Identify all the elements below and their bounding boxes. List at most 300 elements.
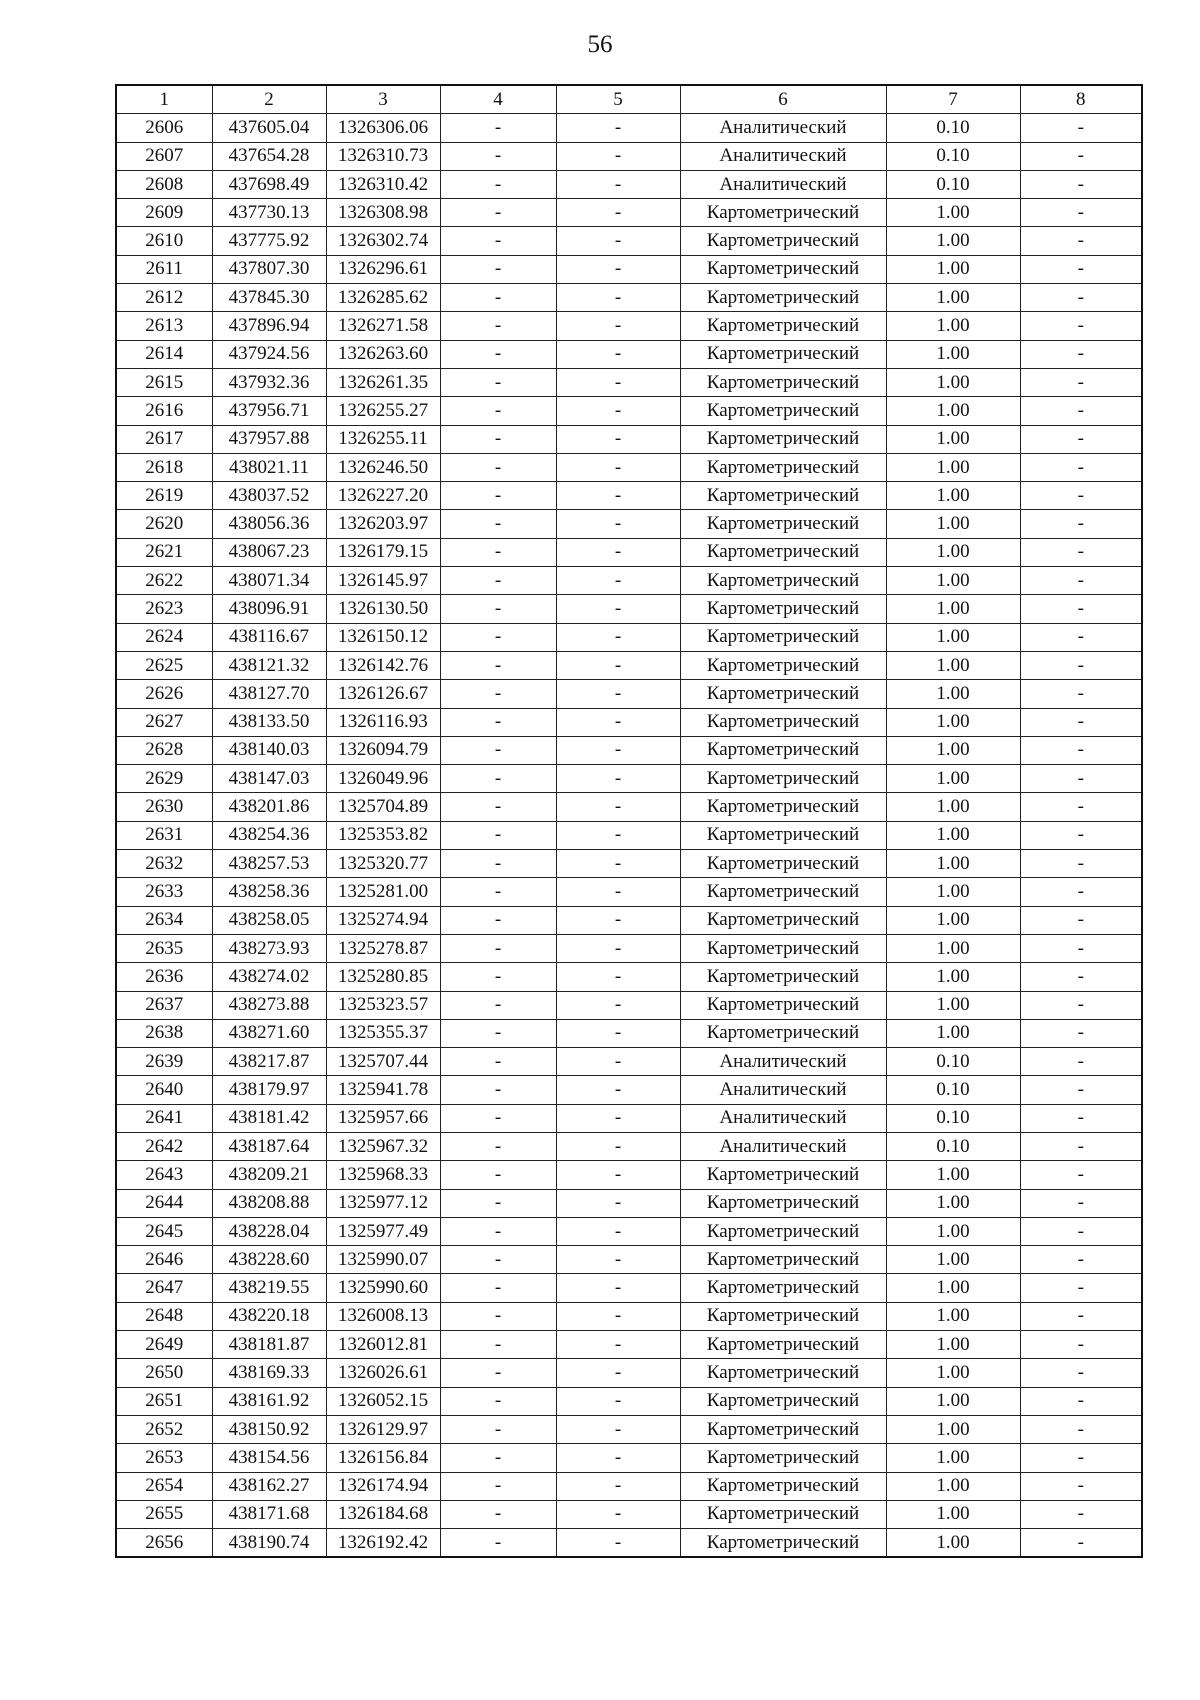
table-cell-col-7: 1.00 (886, 567, 1020, 595)
table-cell-col-8: - (1020, 1161, 1142, 1189)
table-cell-col-6: Аналитический (680, 114, 886, 142)
table-cell-col-3: 1326203.97 (326, 510, 440, 538)
table-cell-col-7: 1.00 (886, 1331, 1020, 1359)
table-cell-col-6: Картометрический (680, 510, 886, 538)
table-cell-col-6: Картометрический (680, 340, 886, 368)
table-cell-col-3: 1325274.94 (326, 906, 440, 934)
table-cell-col-4: - (440, 255, 556, 283)
table-cell-col-3: 1326094.79 (326, 736, 440, 764)
table-cell-col-1: 2608 (116, 170, 212, 198)
table-cell-col-3: 1326306.06 (326, 114, 440, 142)
table-cell-col-7: 1.00 (886, 199, 1020, 227)
table-cell-col-4: - (440, 114, 556, 142)
table-cell-col-8: - (1020, 340, 1142, 368)
table-cell-col-1: 2612 (116, 284, 212, 312)
table-cell-col-3: 1326012.81 (326, 1331, 440, 1359)
table-cell-col-6: Картометрический (680, 1472, 886, 1500)
table-row (116, 255, 1142, 283)
table-cell-col-8: - (1020, 793, 1142, 821)
table-cell-col-6: Картометрический (680, 1246, 886, 1274)
table-cell-col-1: 2637 (116, 991, 212, 1019)
table-cell-col-3: 1326026.61 (326, 1359, 440, 1387)
table-cell-col-5: - (556, 1274, 680, 1302)
table-cell-col-7: 1.00 (886, 510, 1020, 538)
table-cell-col-2: 438258.36 (212, 878, 326, 906)
table-cell-col-4: - (440, 1415, 556, 1443)
table-cell-col-5: - (556, 284, 680, 312)
table-cell-col-5: - (556, 1387, 680, 1415)
table-cell-col-1: 2628 (116, 736, 212, 764)
table-cell-col-1: 2636 (116, 963, 212, 991)
table-cell-col-8: - (1020, 1529, 1142, 1558)
table-cell-col-7: 1.00 (886, 736, 1020, 764)
table-cell-col-3: 1326129.97 (326, 1415, 440, 1443)
table-cell-col-1: 2611 (116, 255, 212, 283)
table-cell-col-5: - (556, 114, 680, 142)
table-row (116, 567, 1142, 595)
table-cell-col-7: 1.00 (886, 538, 1020, 566)
table-cell-col-7: 1.00 (886, 368, 1020, 396)
table-cell-col-5: - (556, 1472, 680, 1500)
table-cell-col-8: - (1020, 114, 1142, 142)
table-cell-col-6: Картометрический (680, 708, 886, 736)
table-row (116, 1529, 1142, 1558)
table-cell-col-1: 2646 (116, 1246, 212, 1274)
table-cell-col-8: - (1020, 595, 1142, 623)
table-cell-col-4: - (440, 1189, 556, 1217)
table-cell-col-4: - (440, 934, 556, 962)
table-cell-col-5: - (556, 1132, 680, 1160)
table-cell-col-1: 2621 (116, 538, 212, 566)
table-cell-col-6: Аналитический (680, 1132, 886, 1160)
table-cell-col-4: - (440, 340, 556, 368)
table-cell-col-7: 0.10 (886, 1132, 1020, 1160)
table-cell-col-8: - (1020, 708, 1142, 736)
table-cell-col-4: - (440, 1104, 556, 1132)
table-row (116, 397, 1142, 425)
table-cell-col-5: - (556, 368, 680, 396)
table-cell-col-2: 438169.33 (212, 1359, 326, 1387)
table-cell-col-5: - (556, 425, 680, 453)
table-cell-col-2: 438133.50 (212, 708, 326, 736)
table-cell-col-6: Картометрический (680, 1387, 886, 1415)
table-row (116, 765, 1142, 793)
table-cell-col-5: - (556, 1048, 680, 1076)
table-cell-col-4: - (440, 538, 556, 566)
table-cell-col-1: 2638 (116, 1019, 212, 1047)
table-cell-col-6: Картометрический (680, 397, 886, 425)
table-cell-col-5: - (556, 708, 680, 736)
table-cell-col-8: - (1020, 1217, 1142, 1245)
table-cell-col-5: - (556, 1076, 680, 1104)
table-cell-col-3: 1325977.49 (326, 1217, 440, 1245)
table-cell-col-8: - (1020, 1415, 1142, 1443)
table-cell-col-3: 1326296.61 (326, 255, 440, 283)
table-cell-col-1: 2616 (116, 397, 212, 425)
table-cell-col-2: 437807.30 (212, 255, 326, 283)
table-cell-col-8: - (1020, 963, 1142, 991)
table-cell-col-4: - (440, 1246, 556, 1274)
table-row (116, 1472, 1142, 1500)
table-cell-col-3: 1326130.50 (326, 595, 440, 623)
table-cell-col-3: 1326261.35 (326, 368, 440, 396)
table-cell-col-6: Аналитический (680, 170, 886, 198)
table-cell-col-5: - (556, 142, 680, 170)
table-cell-col-8: - (1020, 680, 1142, 708)
table-cell-col-1: 2626 (116, 680, 212, 708)
table-cell-col-1: 2642 (116, 1132, 212, 1160)
table-cell-col-4: - (440, 1048, 556, 1076)
table-cell-col-7: 1.00 (886, 963, 1020, 991)
table-cell-col-8: - (1020, 1302, 1142, 1330)
table-cell-col-4: - (440, 482, 556, 510)
table-cell-col-2: 438228.60 (212, 1246, 326, 1274)
table-cell-col-5: - (556, 906, 680, 934)
table-cell-col-7: 1.00 (886, 340, 1020, 368)
table-cell-col-1: 2639 (116, 1048, 212, 1076)
table-cell-col-2: 438220.18 (212, 1302, 326, 1330)
table-cell-col-5: - (556, 312, 680, 340)
table-cell-col-7: 1.00 (886, 878, 1020, 906)
table-cell-col-2: 437956.71 (212, 397, 326, 425)
table-cell-col-2: 438179.97 (212, 1076, 326, 1104)
table-cell-col-2: 437896.94 (212, 312, 326, 340)
table-cell-col-6: Картометрический (680, 680, 886, 708)
table-cell-col-7: 1.00 (886, 1472, 1020, 1500)
table-cell-col-3: 1325353.82 (326, 821, 440, 849)
table-cell-col-7: 1.00 (886, 1161, 1020, 1189)
table-row (116, 934, 1142, 962)
table-cell-col-3: 1326310.73 (326, 142, 440, 170)
column-header-4: 4 (440, 85, 556, 114)
table-row (116, 1359, 1142, 1387)
table-cell-col-2: 437957.88 (212, 425, 326, 453)
table-cell-col-2: 438219.55 (212, 1274, 326, 1302)
table-cell-col-6: Картометрический (680, 991, 886, 1019)
table-cell-col-3: 1325704.89 (326, 793, 440, 821)
table-cell-col-8: - (1020, 1500, 1142, 1528)
table-cell-col-4: - (440, 284, 556, 312)
table-cell-col-2: 437845.30 (212, 284, 326, 312)
table-cell-col-3: 1326052.15 (326, 1387, 440, 1415)
table-cell-col-7: 1.00 (886, 425, 1020, 453)
table-cell-col-6: Картометрический (680, 1274, 886, 1302)
table-cell-col-2: 438140.03 (212, 736, 326, 764)
table-cell-col-7: 1.00 (886, 708, 1020, 736)
table-cell-col-3: 1325990.60 (326, 1274, 440, 1302)
table-cell-col-3: 1325323.57 (326, 991, 440, 1019)
table-cell-col-1: 2643 (116, 1161, 212, 1189)
table-cell-col-5: - (556, 878, 680, 906)
table-cell-col-8: - (1020, 567, 1142, 595)
table-cell-col-5: - (556, 736, 680, 764)
table-cell-col-5: - (556, 680, 680, 708)
table-cell-col-8: - (1020, 453, 1142, 481)
table-cell-col-8: - (1020, 878, 1142, 906)
table-cell-col-3: 1326310.42 (326, 170, 440, 198)
table-cell-col-4: - (440, 963, 556, 991)
table-row (116, 1302, 1142, 1330)
table-cell-col-7: 1.00 (886, 1415, 1020, 1443)
table-cell-col-7: 1.00 (886, 312, 1020, 340)
table-row (116, 1415, 1142, 1443)
table-cell-col-1: 2625 (116, 651, 212, 679)
table-cell-col-1: 2613 (116, 312, 212, 340)
table-row (116, 680, 1142, 708)
table-cell-col-8: - (1020, 1444, 1142, 1472)
table-cell-col-1: 2635 (116, 934, 212, 962)
table-cell-col-3: 1325281.00 (326, 878, 440, 906)
table-cell-col-2: 437654.28 (212, 142, 326, 170)
table-cell-col-1: 2622 (116, 567, 212, 595)
table-row (116, 651, 1142, 679)
table-cell-col-5: - (556, 963, 680, 991)
table-cell-col-4: - (440, 397, 556, 425)
table-cell-col-8: - (1020, 199, 1142, 227)
table-cell-col-6: Картометрический (680, 1444, 886, 1472)
table-cell-col-6: Картометрический (680, 482, 886, 510)
table-cell-col-7: 1.00 (886, 1359, 1020, 1387)
table-cell-col-3: 1325967.32 (326, 1132, 440, 1160)
table-cell-col-7: 1.00 (886, 906, 1020, 934)
table-cell-col-7: 0.10 (886, 1104, 1020, 1132)
table-row (116, 1104, 1142, 1132)
table-cell-col-8: - (1020, 170, 1142, 198)
table-cell-col-2: 438209.21 (212, 1161, 326, 1189)
table-cell-col-8: - (1020, 368, 1142, 396)
table-cell-col-7: 0.10 (886, 114, 1020, 142)
table-cell-col-1: 2650 (116, 1359, 212, 1387)
table-cell-col-8: - (1020, 1331, 1142, 1359)
table-cell-col-6: Картометрический (680, 850, 886, 878)
table-row (116, 170, 1142, 198)
table-row (116, 227, 1142, 255)
table-cell-col-7: 1.00 (886, 1019, 1020, 1047)
column-header-1: 1 (116, 85, 212, 114)
table-cell-col-8: - (1020, 651, 1142, 679)
table-row (116, 312, 1142, 340)
table-cell-col-8: - (1020, 906, 1142, 934)
table-cell-col-5: - (556, 1161, 680, 1189)
table-cell-col-8: - (1020, 934, 1142, 962)
table-cell-col-2: 438217.87 (212, 1048, 326, 1076)
table-cell-col-7: 1.00 (886, 1302, 1020, 1330)
table-cell-col-3: 1325278.87 (326, 934, 440, 962)
table-cell-col-7: 1.00 (886, 227, 1020, 255)
table-row (116, 1048, 1142, 1076)
table-cell-col-5: - (556, 1359, 680, 1387)
table-cell-col-8: - (1020, 1076, 1142, 1104)
table-cell-col-4: - (440, 567, 556, 595)
table-cell-col-8: - (1020, 1387, 1142, 1415)
table-cell-col-3: 1325355.37 (326, 1019, 440, 1047)
table-cell-col-2: 438258.05 (212, 906, 326, 934)
table-row (116, 1019, 1142, 1047)
table-cell-col-7: 1.00 (886, 1529, 1020, 1558)
table-cell-col-5: - (556, 1500, 680, 1528)
table-cell-col-2: 438190.74 (212, 1529, 326, 1558)
table-cell-col-8: - (1020, 482, 1142, 510)
table-cell-col-7: 1.00 (886, 595, 1020, 623)
table-cell-col-1: 2645 (116, 1217, 212, 1245)
table-row (116, 708, 1142, 736)
table-cell-col-6: Картометрический (680, 227, 886, 255)
table-row (116, 482, 1142, 510)
table-cell-col-4: - (440, 312, 556, 340)
table-cell-col-2: 438116.67 (212, 623, 326, 651)
table-cell-col-5: - (556, 595, 680, 623)
table-row (116, 963, 1142, 991)
table-cell-col-6: Аналитический (680, 1076, 886, 1104)
table-cell-col-3: 1326255.27 (326, 397, 440, 425)
table-cell-col-4: - (440, 425, 556, 453)
table-cell-col-1: 2644 (116, 1189, 212, 1217)
table-cell-col-1: 2651 (116, 1387, 212, 1415)
table-cell-col-3: 1326184.68 (326, 1500, 440, 1528)
table-cell-col-7: 1.00 (886, 991, 1020, 1019)
table-cell-col-5: - (556, 793, 680, 821)
table-row (116, 114, 1142, 142)
table-cell-col-2: 438273.93 (212, 934, 326, 962)
table-cell-col-2: 438127.70 (212, 680, 326, 708)
table-cell-col-6: Картометрический (680, 453, 886, 481)
table-cell-col-5: - (556, 1104, 680, 1132)
table-cell-col-3: 1326255.11 (326, 425, 440, 453)
table-cell-col-6: Картометрический (680, 1189, 886, 1217)
table-cell-col-4: - (440, 170, 556, 198)
table-cell-col-4: - (440, 1331, 556, 1359)
table-cell-col-2: 437924.56 (212, 340, 326, 368)
table-cell-col-5: - (556, 1302, 680, 1330)
table-cell-col-6: Картометрический (680, 1415, 886, 1443)
table-cell-col-4: - (440, 453, 556, 481)
table-cell-col-1: 2610 (116, 227, 212, 255)
table-cell-col-1: 2627 (116, 708, 212, 736)
table-cell-col-3: 1325977.12 (326, 1189, 440, 1217)
table-cell-col-3: 1326271.58 (326, 312, 440, 340)
table-cell-col-3: 1326192.42 (326, 1529, 440, 1558)
table-row (116, 1331, 1142, 1359)
table-row (116, 1246, 1142, 1274)
table-cell-col-4: - (440, 1161, 556, 1189)
table-row (116, 991, 1142, 1019)
table-cell-col-2: 438171.68 (212, 1500, 326, 1528)
table-cell-col-1: 2648 (116, 1302, 212, 1330)
table-cell-col-8: - (1020, 1246, 1142, 1274)
table-cell-col-2: 438208.88 (212, 1189, 326, 1217)
table-cell-col-1: 2652 (116, 1415, 212, 1443)
table-cell-col-6: Картометрический (680, 765, 886, 793)
table-cell-col-1: 2654 (116, 1472, 212, 1500)
table-cell-col-2: 437775.92 (212, 227, 326, 255)
table-cell-col-8: - (1020, 821, 1142, 849)
table-cell-col-3: 1325280.85 (326, 963, 440, 991)
table-cell-col-2: 438274.02 (212, 963, 326, 991)
table-cell-col-3: 1326116.93 (326, 708, 440, 736)
table-cell-col-8: - (1020, 1132, 1142, 1160)
column-header-3: 3 (326, 85, 440, 114)
table-cell-col-4: - (440, 595, 556, 623)
table-cell-col-3: 1326150.12 (326, 623, 440, 651)
table-cell-col-7: 1.00 (886, 651, 1020, 679)
column-header-6: 6 (680, 85, 886, 114)
table-cell-col-6: Картометрический (680, 199, 886, 227)
table-cell-col-2: 438150.92 (212, 1415, 326, 1443)
table-cell-col-4: - (440, 510, 556, 538)
table-cell-col-2: 438162.27 (212, 1472, 326, 1500)
table-cell-col-7: 0.10 (886, 142, 1020, 170)
table-row (116, 1274, 1142, 1302)
table-cell-col-5: - (556, 340, 680, 368)
table-cell-col-4: - (440, 850, 556, 878)
table-cell-col-4: - (440, 878, 556, 906)
table-cell-col-1: 2640 (116, 1076, 212, 1104)
table-cell-col-1: 2615 (116, 368, 212, 396)
table-cell-col-5: - (556, 821, 680, 849)
table-cell-col-6: Картометрический (680, 567, 886, 595)
table-cell-col-3: 1325990.07 (326, 1246, 440, 1274)
table-row (116, 1189, 1142, 1217)
table-cell-col-2: 438056.36 (212, 510, 326, 538)
table-cell-col-5: - (556, 934, 680, 962)
table-cell-col-5: - (556, 510, 680, 538)
table-cell-col-1: 2647 (116, 1274, 212, 1302)
table-cell-col-4: - (440, 1359, 556, 1387)
table-cell-col-8: - (1020, 227, 1142, 255)
table-cell-col-1: 2631 (116, 821, 212, 849)
table-cell-col-4: - (440, 821, 556, 849)
table-row (116, 623, 1142, 651)
table-cell-col-6: Картометрический (680, 1500, 886, 1528)
table-cell-col-2: 438181.42 (212, 1104, 326, 1132)
table-cell-col-7: 1.00 (886, 397, 1020, 425)
table-cell-col-8: - (1020, 850, 1142, 878)
table-cell-col-1: 2614 (116, 340, 212, 368)
table-cell-col-2: 438071.34 (212, 567, 326, 595)
table-cell-col-2: 437730.13 (212, 199, 326, 227)
column-header-2: 2 (212, 85, 326, 114)
table-row (116, 142, 1142, 170)
table-cell-col-4: - (440, 142, 556, 170)
table-cell-col-5: - (556, 227, 680, 255)
table-cell-col-8: - (1020, 1274, 1142, 1302)
table-cell-col-6: Картометрический (680, 651, 886, 679)
table-cell-col-6: Картометрический (680, 1019, 886, 1047)
table-cell-col-4: - (440, 680, 556, 708)
table-cell-col-4: - (440, 793, 556, 821)
table-cell-col-6: Картометрический (680, 368, 886, 396)
table-cell-col-8: - (1020, 510, 1142, 538)
table-cell-col-6: Аналитический (680, 142, 886, 170)
table-cell-col-3: 1325957.66 (326, 1104, 440, 1132)
table-cell-col-7: 1.00 (886, 1387, 1020, 1415)
table-cell-col-6: Картометрический (680, 255, 886, 283)
table-cell-col-1: 2634 (116, 906, 212, 934)
table-cell-col-6: Картометрический (680, 1529, 886, 1558)
table-cell-col-5: - (556, 651, 680, 679)
table-cell-col-2: 438201.86 (212, 793, 326, 821)
table-cell-col-6: Картометрический (680, 793, 886, 821)
table-cell-col-6: Аналитический (680, 1048, 886, 1076)
table-cell-col-6: Картометрический (680, 1331, 886, 1359)
table-cell-col-2: 437932.36 (212, 368, 326, 396)
table-cell-col-5: - (556, 1415, 680, 1443)
table-cell-col-8: - (1020, 312, 1142, 340)
table-cell-col-5: - (556, 1189, 680, 1217)
table-cell-col-8: - (1020, 1472, 1142, 1500)
table-cell-col-4: - (440, 1529, 556, 1558)
table-cell-col-4: - (440, 991, 556, 1019)
